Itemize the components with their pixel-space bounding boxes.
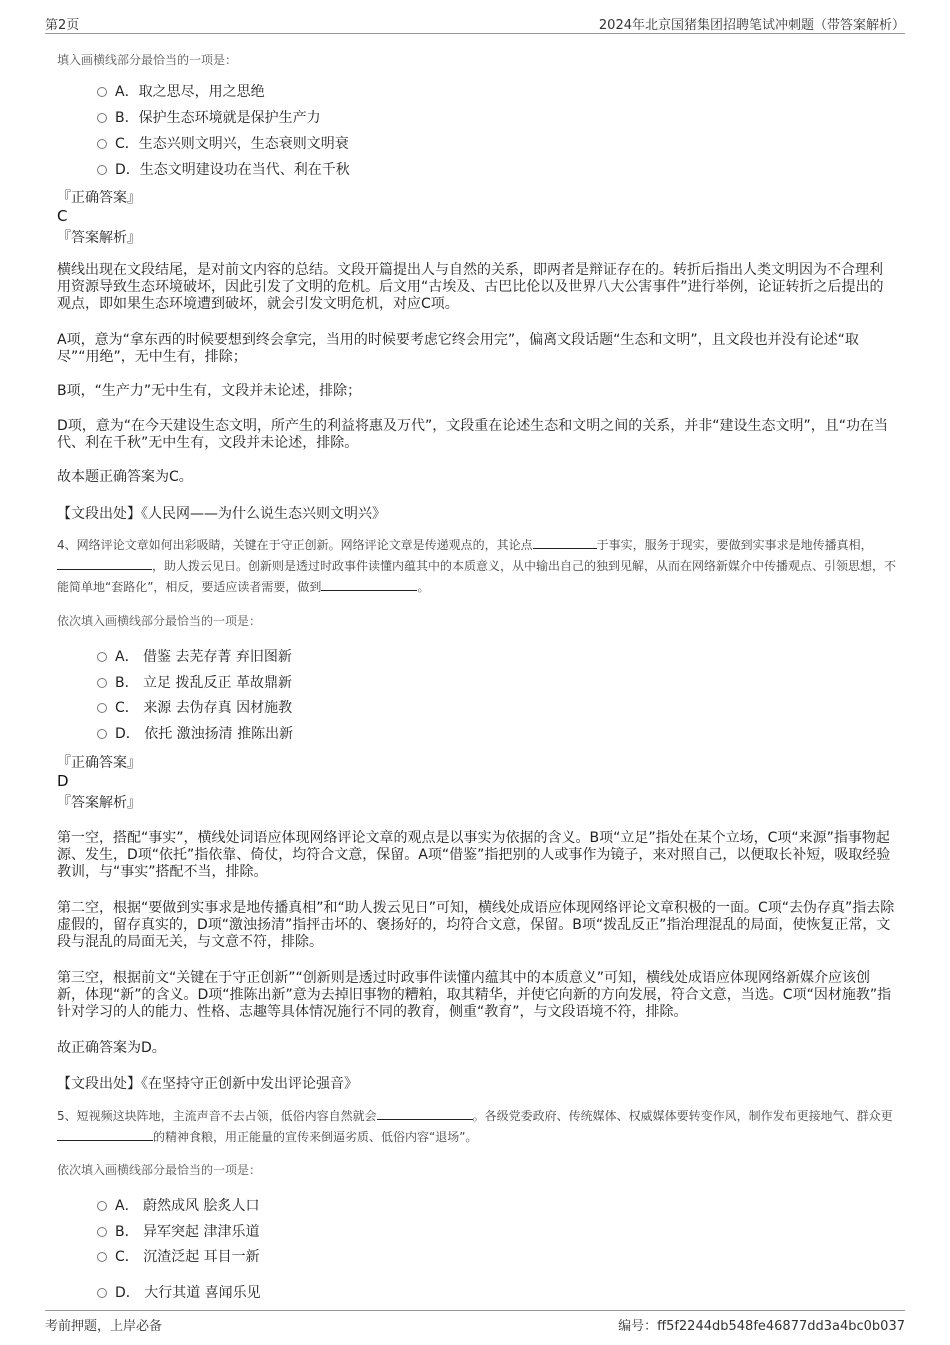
q4-answer: D [57,772,69,790]
q3-option-b[interactable]: B．保护生态环境就是保护生产力 [97,108,321,128]
q5-option-c[interactable]: C． 沉渣泛起 耳目一新 [97,1247,260,1267]
q4-hint: 依次填入画横线部分最恰当的一项是： [57,614,262,628]
q5-option-b[interactable]: B． 异军突起 津津乐道 [97,1222,260,1242]
radio-icon[interactable] [97,1227,107,1237]
q4-analysis-para-1: 第一空，搭配“事实”，横线处词语应体现网络评论文章的观点是以事实为依据的含义。B项“立足”指处在某个立场，C项“来源”指事物起源、发生，D项“依托”指依靠、倚仗，均符合文意，保留。A项“借鉴”指把别的人或事作为镜子，来对照自己，以便取长补短，吸取经验教训，与“事实”搭配不当，排除。 [57,830,891,880]
q3-analysis-label: 『答案解析』 [57,230,141,246]
q4-analysis-para-4: 故正确答案为D。 [57,1040,166,1056]
document-id: 编号：ff5f2244db548fe46877dd3a4bc0b037 [618,1319,905,1334]
q3-hint: 填入画横线部分最恰当的一项是： [57,53,238,67]
document-title: 2024年北京国猪集团招聘笔试冲刺题（带答案解析） [598,18,905,33]
q5-hint: 依次填入画横线部分最恰当的一项是： [57,1163,262,1177]
q3-answer-label: 『正确答案』 [57,190,141,206]
blank-3 [321,577,417,591]
radio-icon[interactable] [97,703,107,713]
q3-analysis-para-4: D项，意为“在今天建设生态文明，所产生的利益将惠及万代”，文段重在论述生态和文明之间的关系，并非“建设生态文明”，且“功在当代、利在千秋”无中生有，文段并未论述，排除。 [57,418,889,451]
blank-2 [57,556,152,570]
blank-1 [377,1106,473,1120]
q3-source: 【文段出处】《人民网——为什么说生态兴则文明兴》 [57,506,386,522]
q4-option-d[interactable]: D． 依托 激浊扬清 推陈出新 [97,724,293,744]
page-header [45,12,905,34]
blank-1 [533,535,597,549]
radio-icon[interactable] [97,678,107,688]
page-number: 第2页 [45,18,80,33]
q3-analysis-para-3: B项，“生产力”无中生有，文段并未论述，排除； [57,383,362,399]
q5-question: 5、短视频这块阵地，主流声音不去占领，低俗内容自然就会 。各级党委政府、传统媒体、权威媒体要转变作风，制作发布更接地气、群众更的精神食粮，用正能量的宣传来倒逼劣质、低俗内容“退场”。 [57,1106,897,1148]
radio-icon[interactable] [97,1252,107,1262]
q4-option-a[interactable]: A． 借鉴 去芜存菁 弃旧图新 [97,647,292,667]
radio-icon[interactable] [97,87,107,97]
q3-answer: C [57,207,68,225]
q3-option-c[interactable]: C．生态兴则文明兴，生态衰则文明衰 [97,134,349,154]
q3-option-d[interactable]: D．生态文明建设功在当代、利在千秋 [97,160,350,180]
radio-icon[interactable] [97,1201,107,1211]
q5-option-d[interactable]: D． 大行其道 喜闻乐见 [97,1283,261,1303]
page-footer [45,1310,905,1334]
q3-analysis-para-1: 横线出现在文段结尾，是对前文内容的总结。文段开篇提出人与自然的关系，即两者是辩证存在的。转折后指出人类文明因为不合理利用资源导致生态环境破坏，因此引发了文明的危机。后文用“古埃及、古巴比伦以及世界八大公害事件”进行举例，论证转折之后提出的观点，即如果生态环境遭到破坏，就会引发文明危机，对应C项。 [57,262,884,312]
radio-icon[interactable] [97,165,107,175]
radio-icon[interactable] [97,1288,107,1298]
q3-analysis-para-5: 故本题正确答案为C。 [57,469,193,485]
radio-icon[interactable] [97,113,107,123]
q3-analysis-para-2: A项，意为“拿东西的时候要想到终会拿完，当用的时候要考虑它终会用完”，偏离文段话题“生态和文明”，且文段也并没有论述“取尽”“用绝”，无中生有，排除； [57,332,859,365]
radio-icon[interactable] [97,139,107,149]
q4-analysis-para-3: 第三空，根据前文“关键在于守正创新”“创新则是透过时政事件读懂内蕴其中的本质意义”可知，横线处成语应体现网络新媒介应该创新，体现“新”的含义。D项“推陈出新”意为去掉旧事物的糟粕，取其精华，并使它向新的方向发展，符合文意，当选。C项“因材施教”指针对学习的人的能力、性格、志趣等具体情况施行不同的教育，侧重“教育”，与文段语境不符，排除。 [57,970,892,1020]
q4-question: 4、网络评论文章如何出彩吸睛，关键在于守正创新。网络评论文章是传递观点的，其论点 于事实，服务于现实，要做到实事求是地传播真相，，助人拨云见日。创新则是透过时政事件读懂内蕴其中的本质意义，从中输出自己的独到见解，从而在网络新媒介中传播观点、引领思想，不能简单地“套路化”，相反，要适应读者需要，做到 。 [57,535,897,598]
q4-option-b[interactable]: B． 立足 拨乱反正 革故鼎新 [97,673,292,693]
q4-answer-label: 『正确答案』 [57,755,141,771]
q4-analysis-para-2: 第二空，根据“要做到实事求是地传播真相”和“助人拨云见日”可知，横线处成语应体现网络评论文章积极的一面。C项“去伪存真”指去除虚假的，留存真实的，D项“激浊扬清”指抨击坏的、褒扬好的，均符合文意，保留。B项“拨乱反正”指治理混乱的局面，使恢复正常，文段与混乱的局面无关，与文意不符，排除。 [57,900,895,950]
q4-source: 【文段出处】《在坚持守正创新中发出评论强音》 [57,1076,358,1092]
blank-2 [57,1127,153,1141]
radio-icon[interactable] [97,729,107,739]
q4-option-c[interactable]: C． 来源 去伪存真 因材施教 [97,698,292,718]
radio-icon[interactable] [97,652,107,662]
q5-option-a[interactable]: A． 蔚然成风 脍炙人口 [97,1196,259,1216]
footer-slogan: 考前押题，上岸必备 [45,1319,163,1334]
q3-option-a[interactable]: A．取之思尽，用之思绝 [97,82,265,102]
q4-analysis-label: 『答案解析』 [57,795,141,811]
